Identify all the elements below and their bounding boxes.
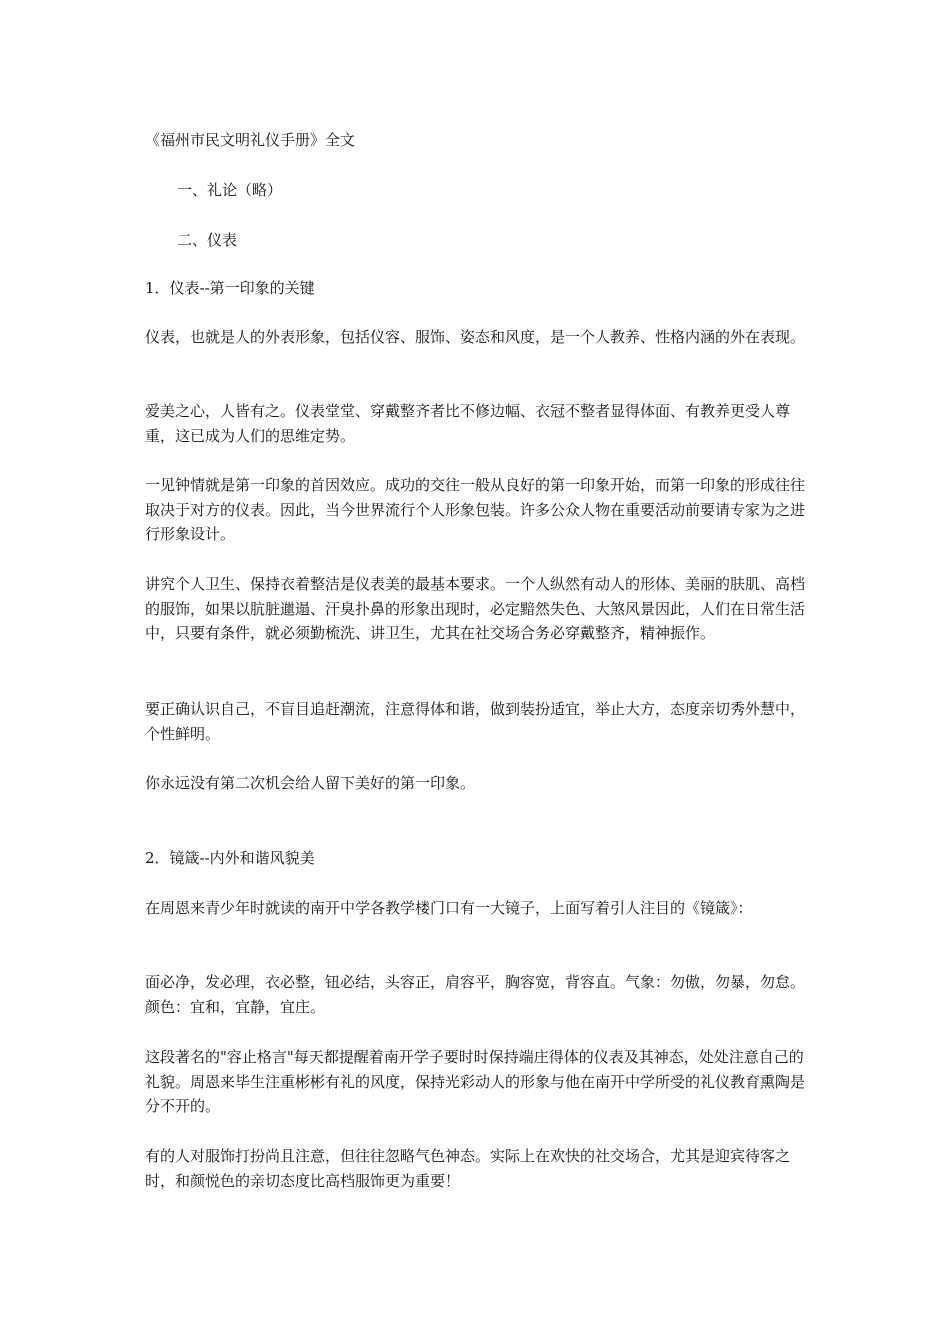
section-heading-two: 二、仪表 (177, 231, 238, 249)
paragraph-2-1: 在周恩来青少年时就读的南开中学各教学楼门口有一大镜子，上面写着引人注目的《镜箴》： (145, 899, 753, 917)
paragraph-1-2: 爱美之心，人皆有之。仪表堂堂、穿戴整齐者比不修边幅、衣冠不整者显得体面、有教养更受人尊重，这已成为人们的思维定势。 (145, 402, 791, 445)
paragraph-1-1: 仪表，也就是人的外表形象，包括仪容、服饰、姿态和风度，是一个人教养、性格内涵的外在表现。 (145, 328, 806, 346)
paragraph-2-3: 这段著名的"容止格言"每天都提醒着南开学子要时时保持端庄得体的仪表及其神态，处处注意自己的礼貌。周恩来毕生注重彬彬有礼的风度，保持光彩动人的形象与他在南开中学所受的礼仪教育熏陶是分不开的。 (145, 1048, 806, 1115)
paragraph-1-5: 要正确认识自己，不盲目追赶潮流，注意得体和谐，做到装扮适宜，举止大方，态度亲切秀外慧中，个性鲜明。 (145, 700, 806, 743)
subsection-heading-2: 2．镜箴--内外和谐风貌美 (145, 849, 315, 867)
subsection-heading-1: 1．仪表--第一印象的关键 (145, 279, 315, 297)
section-heading-one: 一、礼论（略） (177, 181, 283, 199)
paragraph-1-3: 一见钟情就是第一印象的首因效应。成功的交往一般从良好的第一印象开始，而第一印象的形成往往取决于对方的仪表。因此，当今世界流行个人形象包装。许多公众人物在重要活动前要请专家为之进行形象设计。 (145, 476, 806, 543)
paragraph-2-2: 面必净，发必理，衣必整，钮必结，头容正，肩容平，胸容宽，背容直。气象：勿傲，勿暴，勿怠。颜色：宜和，宜静，宜庄。 (145, 973, 806, 1016)
paragraph-1-6: 你永远没有第二次机会给人留下美好的第一印象。 (145, 774, 476, 792)
paragraph-1-4: 讲究个人卫生、保持衣着整洁是仪表美的最基本要求。一个人纵然有动人的形体、美丽的肤肌、高档的服饰，如果以肮脏邋遢、汗臭扑鼻的形象出现时，必定黯然失色、大煞风景因此，人们在日常生活中，只要有条件，就必须勤梳洗、讲卫生，尤其在社交场合务必穿戴整齐，精神振作。 (145, 575, 806, 642)
document-title: 《福州市民文明礼仪手册》全文 (145, 131, 356, 149)
paragraph-2-4: 有的人对服饰打扮尚且注意，但往往忽略气色神态。实际上在欢快的社交场合，尤其是迎宾待客之时，和颜悦色的亲切态度比高档服饰更为重要！ (145, 1147, 791, 1190)
